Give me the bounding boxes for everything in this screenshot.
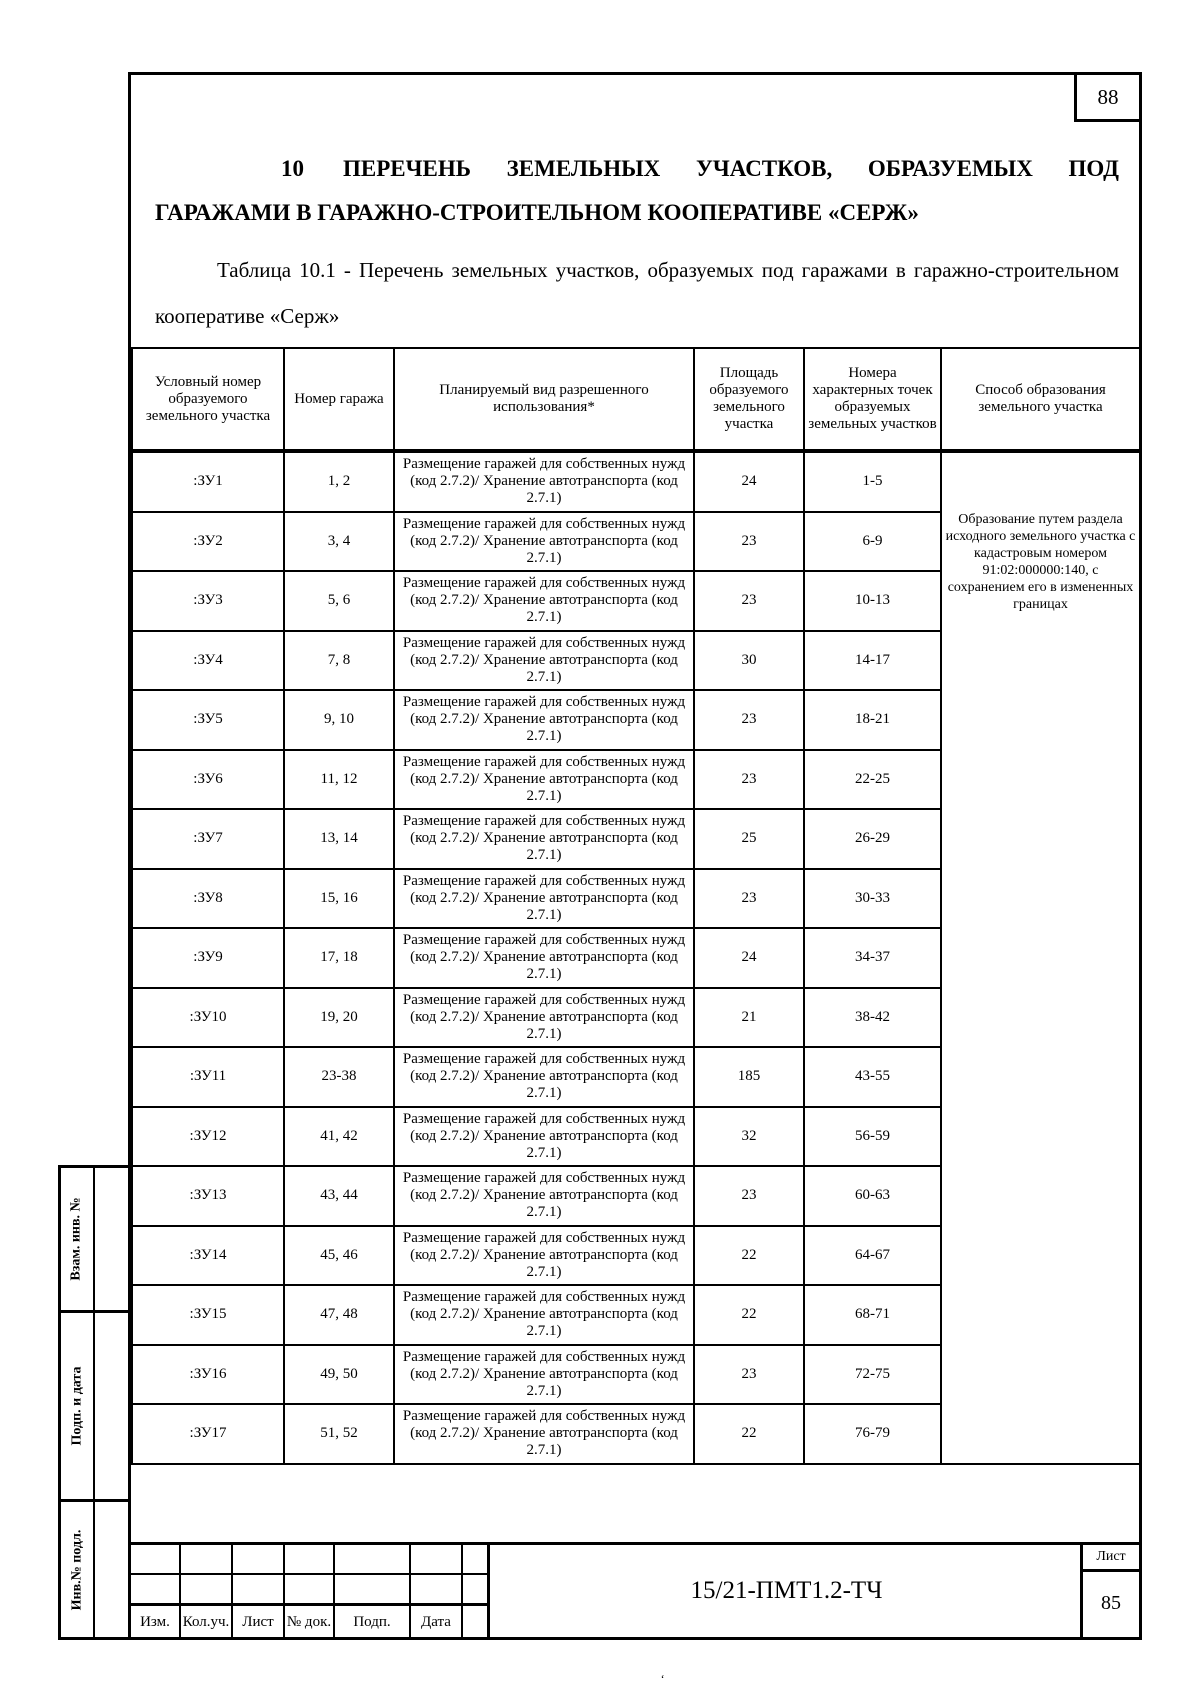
land-plots-table [131,347,1141,1465]
cell-permitted-use: Размещение гаражей для собственных нужд (код 2.7.2)/ Хранение автотранспорта (код 2.7.1) [394,988,694,1048]
stamp-label: № док. [286,1613,332,1630]
cell-garage-number: 45, 46 [284,1226,394,1286]
cell-plot-id: :ЗУ14 [132,1226,284,1286]
cell-area: 23 [694,750,804,810]
stamp-column [285,1545,335,1637]
header-method: Способ образования земельного участка [941,348,1140,451]
cell-plot-id: :ЗУ3 [132,571,284,631]
cell-permitted-use: Размещение гаражей для собственных нужд (код 2.7.2)/ Хранение автотранспорта (код 2.7.1) [394,928,694,988]
sheet-number: 85 [1101,1591,1121,1614]
cell-plot-id: :ЗУ5 [132,690,284,750]
cell-area: 185 [694,1047,804,1107]
cell-plot-id: :ЗУ9 [132,928,284,988]
cell-plot-id: :ЗУ17 [132,1404,284,1464]
stamp-column [335,1545,411,1637]
cell-permitted-use: Размещение гаражей для собственных нужд (код 2.7.2)/ Хранение автотранспорта (код 2.7.1) [394,1166,694,1226]
section-heading [155,147,1119,235]
header-permitted-use: Планируемый вид разрешенного использования* [394,348,694,451]
cell-points: 64-67 [804,1226,941,1286]
cell-permitted-use: Размещение гаражей для собственных нужд (код 2.7.2)/ Хранение автотранспорта (код 2.7.1) [394,1107,694,1167]
cell-points: 60-63 [804,1166,941,1226]
cell-permitted-use: Размещение гаражей для собственных нужд (код 2.7.2)/ Хранение автотранспорта (код 2.7.1) [394,512,694,572]
page-frame [128,72,1142,1640]
stamp-label: Дата [421,1613,451,1630]
cell-area: 23 [694,571,804,631]
cell-area: 25 [694,809,804,869]
section-title: ПЕРЕЧЕНЬ ЗЕМЕЛЬНЫХ УЧАСТКОВ, ОБРАЗУЕМЫХ ПОД ГАРАЖАМИ В ГАРАЖНО-СТРОИТЕЛЬНОМ КООПЕРАТИВЕ «СЕРЖ» [155,156,1119,225]
cell-garage-number: 13, 14 [284,809,394,869]
cell-garage-number: 9, 10 [284,690,394,750]
cell-permitted-use: Размещение гаражей для собственных нужд (код 2.7.2)/ Хранение автотранспорта (код 2.7.1) [394,1226,694,1286]
cell-points: 43-55 [804,1047,941,1107]
side-label-podp: Подп. и дата [69,1366,84,1446]
cell-points: 6-9 [804,512,941,572]
title-block [131,1542,1139,1637]
cell-area: 21 [694,988,804,1048]
cell-plot-id: :ЗУ12 [132,1107,284,1167]
cell-points: 10-13 [804,571,941,631]
cell-garage-number: 1, 2 [284,451,394,512]
stamp-label: Подп. [353,1613,391,1630]
stamp-column [411,1545,463,1637]
cell-area: 22 [694,1226,804,1286]
cell-garage-number: 3, 4 [284,512,394,572]
side-label-inv: Инв.№ подл. [69,1529,84,1610]
cell-garage-number: 11, 12 [284,750,394,810]
cell-plot-id: :ЗУ15 [132,1285,284,1345]
header-garage-number: Номер гаража [284,348,394,451]
header-area: Площадь образуемого земельного участка [694,348,804,451]
cell-area: 24 [694,928,804,988]
cell-area: 23 [694,512,804,572]
cell-garage-number: 5, 6 [284,571,394,631]
cell-permitted-use: Размещение гаражей для собственных нужд (код 2.7.2)/ Хранение автотранспорта (код 2.7.1) [394,809,694,869]
cell-garage-number: 7, 8 [284,631,394,691]
cell-method: Образование путем раздела исходного земельного участка с кадастровым номером 91:02:000000:140, с сохранением его в измененных границах [941,451,1140,1464]
cell-permitted-use: Размещение гаражей для собственных нужд (код 2.7.2)/ Хранение автотранспорта (код 2.7.1) [394,1285,694,1345]
table-row [132,451,1140,512]
cell-permitted-use: Размещение гаражей для собственных нужд (код 2.7.2)/ Хранение автотранспорта (код 2.7.1) [394,1047,694,1107]
cell-points: 68-71 [804,1285,941,1345]
cell-area: 32 [694,1107,804,1167]
stamp-label: Лист [242,1613,274,1630]
cell-garage-number: 41, 42 [284,1107,394,1167]
scan-mark: ʻ [660,1672,664,1686]
cell-permitted-use: Размещение гаражей для собственных нужд (код 2.7.2)/ Хранение автотранспорта (код 2.7.1) [394,1345,694,1405]
stamp-column [181,1545,233,1637]
header-points: Номера характерных точек образуемых земельных участков [804,348,941,451]
cell-area: 23 [694,1345,804,1405]
cell-garage-number: 51, 52 [284,1404,394,1464]
page-number: 88 [1074,72,1142,122]
cell-points: 14-17 [804,631,941,691]
document-code: 15/21-ПМТ1.2-ТЧ [487,1545,1083,1637]
cell-permitted-use: Размещение гаражей для собственных нужд (код 2.7.2)/ Хранение автотранспорта (код 2.7.1) [394,690,694,750]
cell-plot-id: :ЗУ2 [132,512,284,572]
sheet-box [1080,1545,1139,1637]
cell-points: 30-33 [804,869,941,929]
cell-points: 72-75 [804,1345,941,1405]
cell-plot-id: :ЗУ8 [132,869,284,929]
cell-points: 76-79 [804,1404,941,1464]
sheet-label: Лист [1083,1545,1139,1572]
table-caption-text: Таблица 10.1 - Перечень земельных участков, образуемых под гаражами в гаражно-строительном кооперативе «Серж» [155,258,1119,328]
cell-points: 34-37 [804,928,941,988]
cell-permitted-use: Размещение гаражей для собственных нужд (код 2.7.2)/ Хранение автотранспорта (код 2.7.1) [394,571,694,631]
stamp-label: Изм. [140,1613,170,1630]
cell-garage-number: 17, 18 [284,928,394,988]
cell-permitted-use: Размещение гаражей для собственных нужд (код 2.7.2)/ Хранение автотранспорта (код 2.7.1) [394,869,694,929]
cell-garage-number: 43, 44 [284,1166,394,1226]
side-box-inv [58,1499,128,1640]
cell-permitted-use: Размещение гаражей для собственных нужд (код 2.7.2)/ Хранение автотранспорта (код 2.7.1) [394,750,694,810]
stamp-label: Кол.уч. [182,1613,230,1630]
cell-points: 18-21 [804,690,941,750]
cell-plot-id: :ЗУ7 [132,809,284,869]
stamp-column [233,1545,285,1637]
table-header-row [132,348,1140,451]
cell-area: 22 [694,1404,804,1464]
cell-plot-id: :ЗУ10 [132,988,284,1048]
table-caption [155,247,1119,339]
cell-garage-number: 15, 16 [284,869,394,929]
cell-garage-number: 47, 48 [284,1285,394,1345]
cell-plot-id: :ЗУ16 [132,1345,284,1405]
cell-plot-id: :ЗУ13 [132,1166,284,1226]
cell-plot-id: :ЗУ6 [132,750,284,810]
cell-points: 22-25 [804,750,941,810]
cell-area: 30 [694,631,804,691]
side-box-podp [58,1310,128,1502]
cell-area: 23 [694,869,804,929]
side-label-vzam: Взам. инв. № [69,1197,85,1281]
header-plot-id: Условный номер образуемого земельного участка [132,348,284,451]
cell-points: 26-29 [804,809,941,869]
cell-garage-number: 23-38 [284,1047,394,1107]
cell-permitted-use: Размещение гаражей для собственных нужд (код 2.7.2)/ Хранение автотранспорта (код 2.7.1) [394,1404,694,1464]
cell-garage-number: 49, 50 [284,1345,394,1405]
cell-points: 1-5 [804,451,941,512]
cell-permitted-use: Размещение гаражей для собственных нужд (код 2.7.2)/ Хранение автотранспорта (код 2.7.1) [394,451,694,512]
section-number: 10 [281,156,304,181]
cell-points: 38-42 [804,988,941,1048]
cell-garage-number: 19, 20 [284,988,394,1048]
cell-permitted-use: Размещение гаражей для собственных нужд (код 2.7.2)/ Хранение автотранспорта (код 2.7.1) [394,631,694,691]
cell-plot-id: :ЗУ4 [132,631,284,691]
cell-area: 23 [694,690,804,750]
cell-points: 56-59 [804,1107,941,1167]
cell-area: 23 [694,1166,804,1226]
cell-area: 22 [694,1285,804,1345]
side-box-vzam [58,1165,128,1313]
cell-plot-id: :ЗУ11 [132,1047,284,1107]
stamp-column [131,1545,181,1637]
cell-plot-id: :ЗУ1 [132,451,284,512]
cell-area: 24 [694,451,804,512]
